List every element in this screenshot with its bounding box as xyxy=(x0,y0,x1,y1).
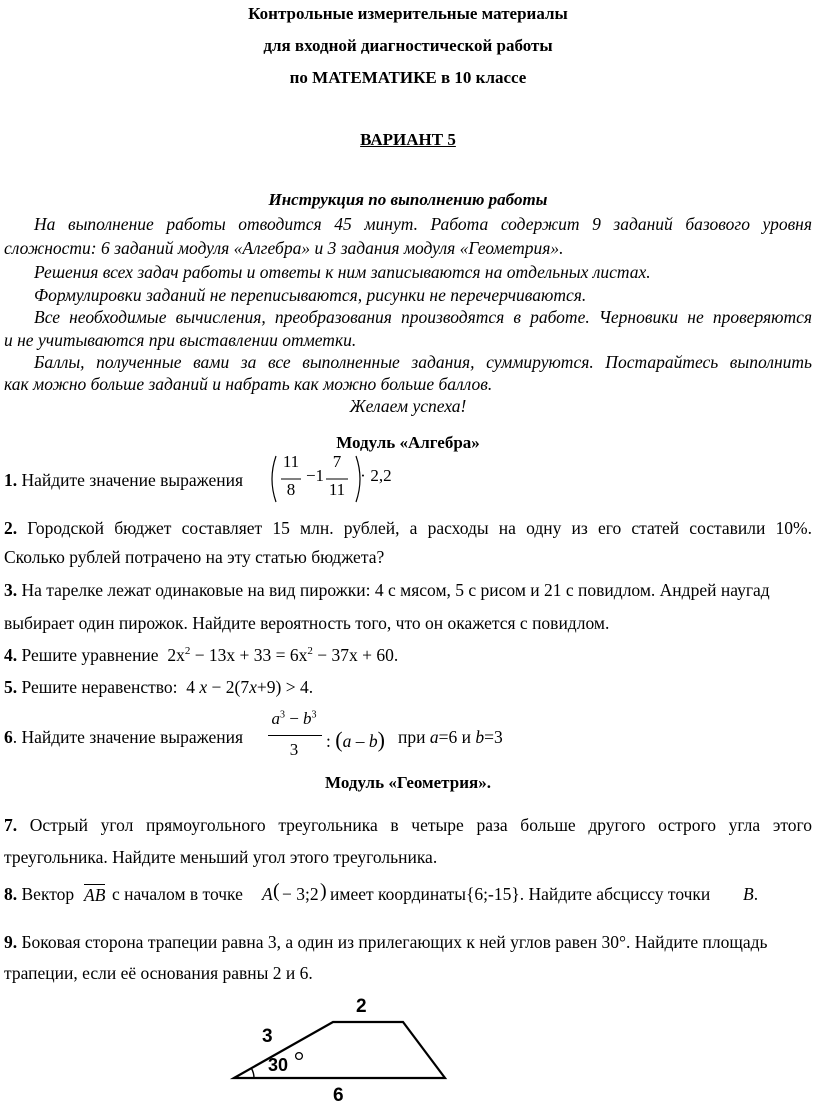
task-3-text-1: На тарелке лежат одинаковые на вид пирожки: 4 с мясом, 5 с рисом и 21 с повидлом. Андрей наугад xyxy=(21,580,770,600)
task-4-equation: $2x^2 - 13x + 33 = 6x^2 - 37x + 60$. xyxy=(167,645,399,665)
task-1-text: Найдите значение выражения xyxy=(21,470,244,490)
task-3-line-2: выбирает один пирожок. Найдите вероятность того, что он окажется с повидлом. xyxy=(4,613,610,633)
trapezoid-figure xyxy=(220,990,460,1106)
instr-p1b: сложности: 6 заданий модуля «Алгебра» и 3 задания модуля «Геометрия». xyxy=(4,238,564,258)
instr-p1a: На выполнение работы отводится 45 минут. Работа содержит 9 заданий базового уровня xyxy=(34,214,812,234)
task-5-text: Решите неравенство: xyxy=(21,677,178,697)
variant-title: ВАРИАНТ 5 xyxy=(360,130,456,149)
task-8-text-b: с началом в точке xyxy=(112,884,243,904)
task-9-text-1: Боковая сторона трапеции равна 3, а один из прилегающих к ней углов равен 30°. Найдите площадь xyxy=(21,932,768,952)
task-5 xyxy=(4,677,313,698)
task-6-text: . Найдите значение выражения xyxy=(12,727,244,747)
header-line-3: по МАТЕМАТИКЕ в 10 классе xyxy=(289,68,527,87)
task-7-text-1: Острый угол прямоугольного треугольника в четыре раза больше другого острого угла этого xyxy=(29,815,813,835)
task-2-line-2: Сколько рублей потрачено на эту статью бюджета? xyxy=(4,547,385,567)
t1-den2: 11 xyxy=(328,480,346,499)
t1-minus: −1 xyxy=(305,466,325,485)
label-top: 2 xyxy=(356,996,367,1017)
task-8-rparen: ) xyxy=(320,880,327,902)
task-8-number: 8. xyxy=(4,884,18,904)
task-7-line-2: треугольника. Найдите меньший угол этого треугольника. xyxy=(4,847,438,867)
t1-num1: 11 xyxy=(282,452,300,471)
task-9-number: 9. xyxy=(4,932,18,952)
t6-cond-text: при xyxy=(398,727,426,747)
degree-sign xyxy=(296,1053,303,1060)
instr-p5b: как можно больше заданий и набрать как можно больше баллов. xyxy=(4,374,493,394)
instr-p4a: Все необходимые вычисления, преобразования производятся в работе. Черновики не проверяются xyxy=(34,307,812,327)
instr-p2: Решения всех задач работы и ответы к ним записываются на отдельных листах. xyxy=(34,262,651,282)
task-1 xyxy=(4,470,243,491)
task-2-text-1: Городской бюджет составляет 15 млн. рублей, а расходы на одну из его статей составили 10%. xyxy=(27,518,812,538)
instructions-title: Инструкция по выполнению работы xyxy=(268,190,548,209)
t1-den1: 8 xyxy=(286,480,296,499)
label-side: 3 xyxy=(262,1026,273,1047)
angle-arc xyxy=(252,1069,255,1079)
task-7-number: 7. xyxy=(4,815,18,835)
instr-p3: Формулировки заданий не переписываются, рисунки не перечерчиваются. xyxy=(34,285,587,305)
task-6 xyxy=(4,727,243,748)
task-1-number: 1. xyxy=(4,470,18,490)
task-3-number: 3. xyxy=(4,580,18,600)
task-8-lparen: ( xyxy=(273,880,280,902)
left-paren xyxy=(272,456,276,502)
task-2-line-1 xyxy=(4,518,812,539)
task-5-inequality: 4 x − 2(7x+9) > 4. xyxy=(186,677,314,697)
task-8-point-b: B. xyxy=(743,884,759,904)
t6-denominator: 3 xyxy=(289,740,299,759)
instr-p4b: и не учитываются при выставлении отметки. xyxy=(4,330,357,350)
task-7-line-1 xyxy=(4,815,812,836)
task-2-number: 2. xyxy=(4,518,18,538)
task-9-line-1 xyxy=(4,932,812,953)
t1-tail: 2,2 xyxy=(370,466,392,485)
label-angle: 30 xyxy=(268,1055,289,1075)
task-4-text: Решите уравнение xyxy=(21,645,159,665)
geometry-title: Модуль «Геометрия». xyxy=(325,773,491,792)
task-4-number: 4. xyxy=(4,645,18,665)
task-8-point: A xyxy=(262,884,273,904)
task-8-b-letter: B xyxy=(743,884,754,904)
task-8-coords: − 3;2 xyxy=(282,884,319,904)
t6-condition: при a=6 и b=3 xyxy=(398,727,503,747)
header-line-2: для входной диагностической работы xyxy=(263,36,553,55)
task-8-vector: AB xyxy=(84,885,106,905)
t6-numerator: $a^3 - b^3$ xyxy=(271,709,317,728)
label-bottom: 6 xyxy=(333,1085,344,1106)
algebra-title: Модуль «Алгебра» xyxy=(336,433,480,452)
t6-divide: : (a – b) xyxy=(326,727,385,752)
task-8-text-c: имеет координаты{6;-15}. Найдите абсциссу точки xyxy=(330,884,711,904)
task-5-number: 5. xyxy=(4,677,18,697)
t1-num2: 7 xyxy=(332,452,342,471)
instr-p5a: Баллы, полученные вами за все выполненные задания, суммируются. Постарайтесь выполнить xyxy=(34,352,812,372)
task-3-line-1 xyxy=(4,580,812,601)
wish-text: Желаем успеха! xyxy=(349,396,467,416)
t1-mult: · xyxy=(360,466,366,485)
task-6-number: 6 xyxy=(4,727,13,747)
t6-fraction-bar xyxy=(268,735,322,736)
header-line-1: Контрольные измерительные материалы xyxy=(248,4,568,23)
task-8-text-a: Вектор xyxy=(21,884,75,904)
task-8 xyxy=(4,884,74,905)
task-9-line-2: трапеции, если её основания равны 2 и 6. xyxy=(4,963,313,983)
task-4 xyxy=(4,645,398,666)
